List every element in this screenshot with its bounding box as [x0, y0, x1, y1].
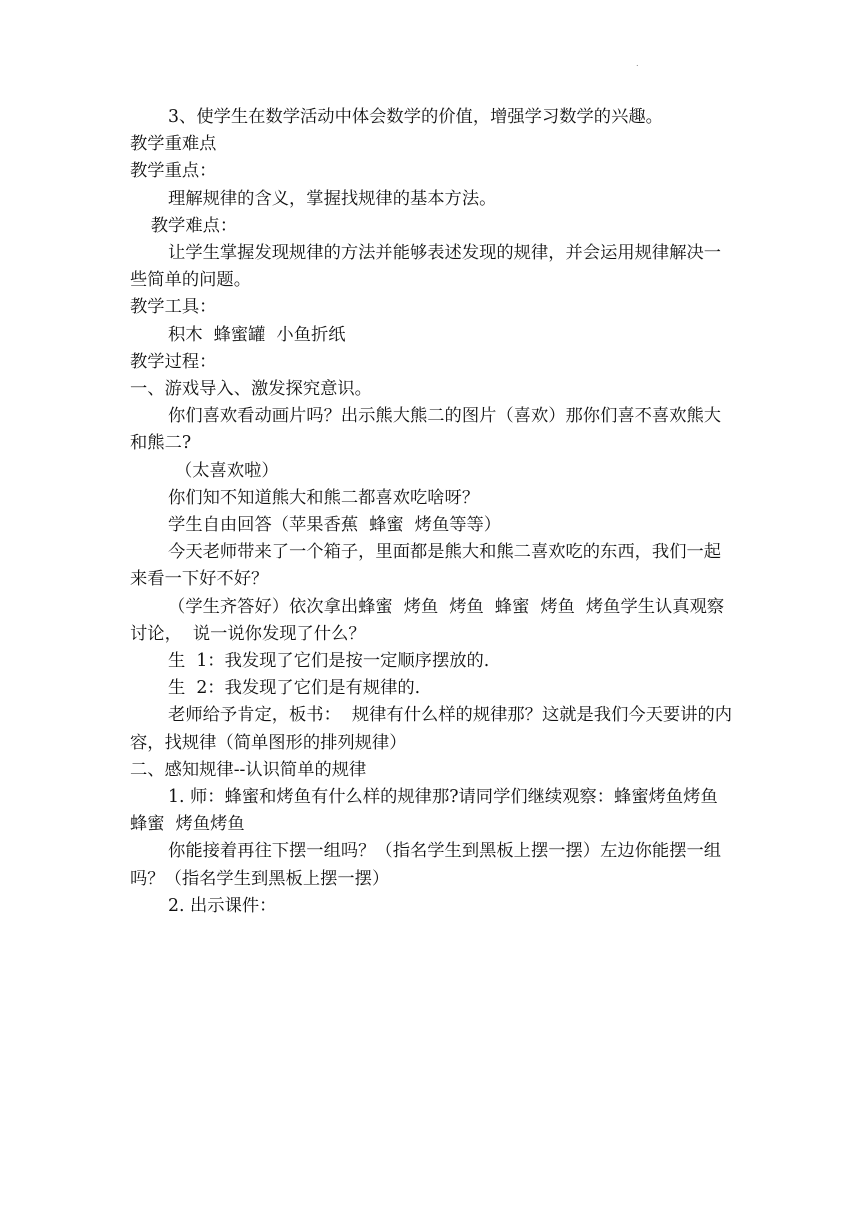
header-mark: .	[636, 59, 639, 68]
paragraph-step-1-continue: 你能接着再往下摆一组吗？（指名学生到黑板上摆一摆）左边你能摆一组吗？（指名学生到黑板上摆一摆）	[130, 841, 722, 889]
paragraph-goal-3: 3、使学生在数学活动中体会数学的价值，增强学习数学的兴趣。	[168, 107, 663, 127]
paragraph-difficulty-text: 让学生掌握发现规律的方法并能够表述发现的规律，并会运用规律解决一些简单的问题。	[130, 243, 722, 291]
paragraph-food-question: 你们知不知道熊大和熊二都喜欢吃啥呀？	[168, 487, 480, 508]
paragraph-intro-answer: （太喜欢啦）	[174, 460, 279, 481]
paragraph-key-point-text: 理解规律的含义，掌握找规律的基本方法。	[168, 188, 497, 209]
paragraph-section-1-heading: 一、游戏导入、激发探究意识。	[130, 379, 372, 400]
paragraph-tools-text: 积木 蜂蜜罐 小鱼折纸	[168, 324, 346, 345]
paragraph-difficulty-heading: 教学难点：	[150, 215, 238, 236]
paragraph-intro-question: 你们喜欢看动画片吗？出示熊大熊二的图片（喜欢）那你们喜不喜欢熊大和熊二?	[130, 406, 722, 454]
document-body	[130, 104, 736, 920]
paragraph-tools-heading: 教学工具：	[130, 297, 217, 318]
paragraph-student-1: 生 1：我发现了它们是按一定顺序摆放的.	[168, 651, 490, 672]
paragraph-process-heading: 教学过程：	[130, 351, 217, 372]
paragraph-section-2-heading: 二、感知规律--认识简单的规律	[130, 759, 367, 780]
paragraph-teacher-board: 老师给予肯定，板书： 规律有什么样的规律那？这就是我们今天要讲的内容，找规律（简单图形的排列规律）	[130, 705, 733, 753]
paragraph-key-difficult-heading: 教学重难点	[130, 134, 217, 155]
paragraph-box-observe: （学生齐答好）依次拿出蜂蜜 烤鱼 烤鱼 蜂蜜 烤鱼 烤鱼学生认真观察讨论， 说一说你发现了什么？	[130, 596, 725, 644]
paragraph-student-2: 生 2：我发现了它们是有规律的.	[168, 678, 421, 699]
paragraph-food-answer: 学生自由回答（苹果香蕉 蜂蜜 烤鱼等等）	[168, 515, 502, 536]
paragraph-box-intro: 今天老师带来了一个箱子，里面都是熊大和熊二喜欢吃的东西，我们一起来看一下好不好？	[130, 542, 722, 590]
paragraph-step-1: 1. 师：蜂蜜和烤鱼有什么样的规律那?请同学们继续观察：蜂蜜烤鱼烤鱼 蜂蜜 烤鱼烤鱼	[130, 787, 729, 835]
paragraph-key-point-heading: 教学重点：	[130, 161, 217, 182]
paragraph-step-2: 2. 出示课件：	[168, 895, 277, 916]
